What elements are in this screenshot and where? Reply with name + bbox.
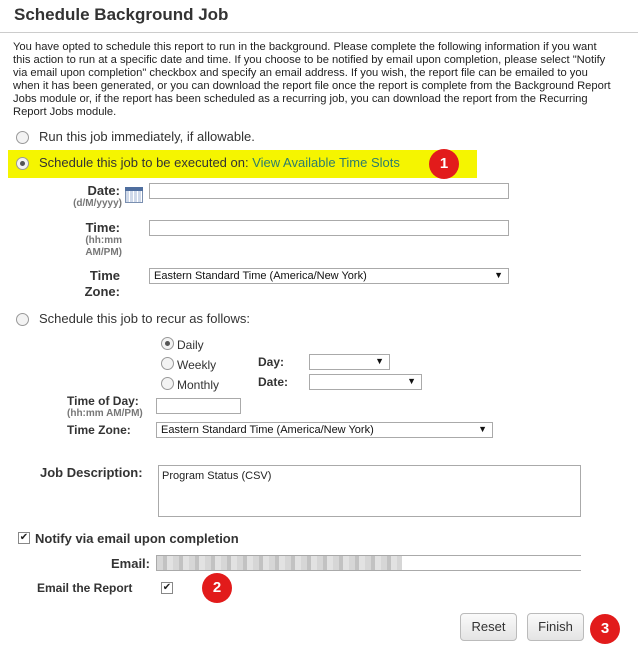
- email-report-label: Email the Report: [37, 581, 133, 595]
- recur-date-select[interactable]: [309, 374, 422, 390]
- schedule-timezone-value: Eastern Standard Time (America/New York): [154, 270, 367, 282]
- calendar-icon[interactable]: [125, 187, 143, 203]
- notify-label: Notify via email upon completion: [35, 531, 239, 546]
- schedule-timezone-select[interactable]: [149, 268, 509, 284]
- finish-button[interactable]: Finish: [527, 613, 584, 641]
- date-format: (d/M/yyyy): [73, 198, 122, 209]
- schedule-label: Schedule this job to be executed on:: [39, 155, 249, 170]
- badge-2: 2: [202, 573, 232, 603]
- chevron-down-icon: ▼: [478, 424, 487, 434]
- notify-checkbox[interactable]: ✔: [19, 532, 29, 543]
- weekly-label: Weekly: [177, 358, 217, 372]
- chevron-down-icon: ▼: [375, 356, 384, 366]
- recur-label: Schedule this job to recur as follows:: [39, 311, 250, 326]
- recur-timezone-value: Eastern Standard Time (America/New York): [161, 424, 374, 436]
- recur-day-label: Day:: [258, 355, 285, 369]
- badge-1: 1: [429, 149, 459, 179]
- time-format-2: AM/PM): [85, 247, 122, 258]
- time-label: Time:: [85, 220, 120, 235]
- time-format-1: (hh:mm: [85, 235, 122, 246]
- chevron-down-icon: ▼: [407, 376, 416, 386]
- recur-day-select[interactable]: [309, 354, 390, 370]
- title-divider: [0, 32, 638, 33]
- job-description-input[interactable]: Program Status (CSV): [158, 465, 581, 517]
- email-input[interactable]: [156, 555, 581, 571]
- monthly-label: Monthly: [177, 378, 220, 392]
- intro-text: You have opted to schedule this report to run in the background. Please complete the following information if you want this action to run at a specific date and time. If you choose to be notified by email upon completion, please select "Notify via email upon completion" checkbox and specify an email address. If you wish, the report file can be emailed to you when it has been generated, or you can download the report file once the report is complete from the Background Report Jobs module or, if the report has been scheduled as a recurring job, you can download the report from the Recurring Report Jobs module.: [13, 41, 611, 118]
- weekly-radio[interactable]: [161, 357, 174, 370]
- tz-label-2: Zone:: [84, 284, 120, 299]
- date-input[interactable]: [149, 183, 509, 199]
- job-description-label: Job Description:: [40, 465, 143, 480]
- time-slots-link[interactable]: View Available Time Slots: [252, 155, 400, 170]
- time-of-day-label: Time of Day:: [67, 394, 139, 408]
- time-of-day-format: (hh:mm AM/PM): [67, 408, 143, 419]
- recur-radio[interactable]: [16, 313, 29, 326]
- tz-label-1: Time: [89, 268, 120, 283]
- reset-button[interactable]: Reset: [460, 613, 517, 641]
- email-report-checkbox[interactable]: ✔: [162, 582, 172, 593]
- daily-radio[interactable]: [161, 337, 174, 350]
- page-title: Schedule Background Job: [14, 5, 229, 24]
- daily-label: Daily: [177, 338, 204, 352]
- run-now-label: Run this job immediately, if allowable.: [39, 129, 255, 144]
- schedule-radio[interactable]: [16, 157, 29, 170]
- chevron-down-icon: ▼: [494, 270, 503, 280]
- email-label: Email:: [110, 556, 150, 571]
- schedule-option: [39, 155, 400, 170]
- run-now-radio[interactable]: [16, 131, 29, 144]
- recur-timezone-label: Time Zone:: [67, 423, 131, 437]
- badge-3: 3: [590, 614, 620, 644]
- recur-date-label: Date:: [258, 375, 289, 389]
- date-label: Date:: [87, 183, 120, 198]
- time-of-day-input[interactable]: [156, 398, 241, 414]
- recur-timezone-select[interactable]: [156, 422, 493, 438]
- monthly-radio[interactable]: [161, 377, 174, 390]
- time-input[interactable]: [149, 220, 509, 236]
